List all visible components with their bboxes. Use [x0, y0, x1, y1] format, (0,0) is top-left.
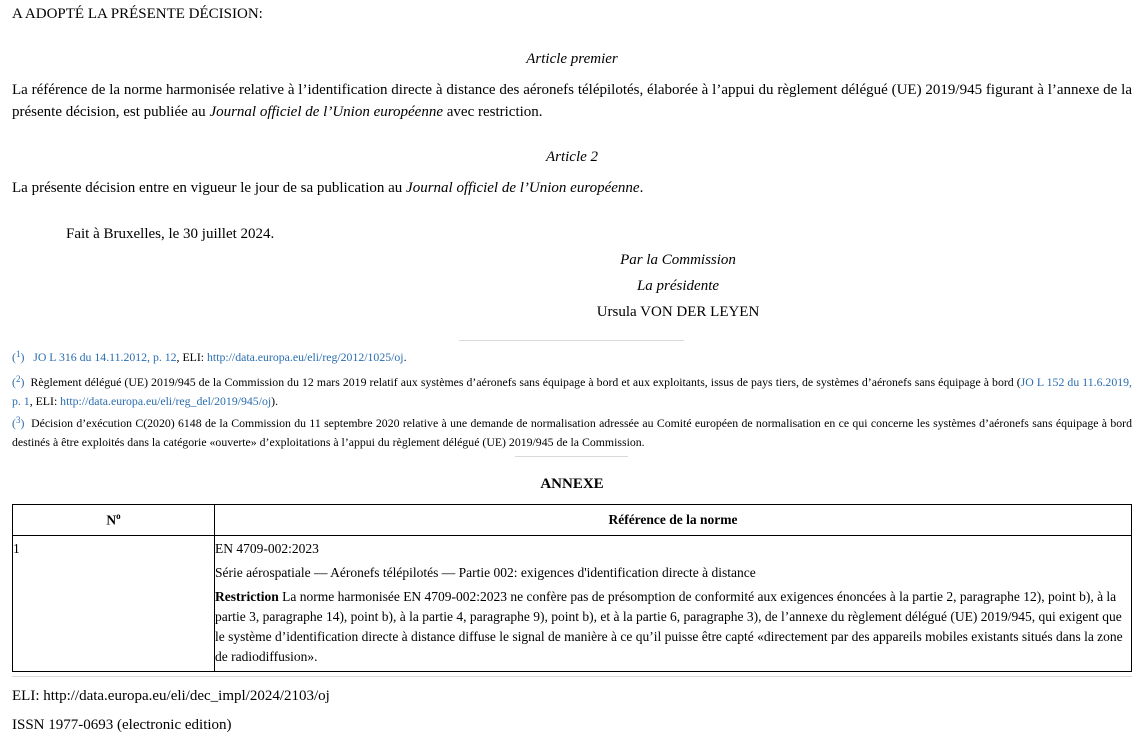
standard-reference: EN 4709-002:2023: [215, 541, 319, 556]
footnote-1: ($^1$) JO L 316 du 14.11.2012, p. 12, ELI: http://data.europa.eu/eli/reg/2012/1025/oj.: [12, 349, 407, 364]
article-1-title: Article premier: [526, 51, 618, 67]
journal-name: Journal officiel de l’Union européenne: [209, 104, 443, 120]
signature-name: Ursula VON DER LEYEN: [596, 304, 760, 320]
row-number: 1: [13, 536, 215, 672]
standard-title: Série aérospatiale — Aéronefs télépilotés — Partie 002: exigences d'identification directe à distance: [215, 565, 756, 580]
restriction-note: Restriction La norme harmonisée EN 4709-002:2023 ne confère pas de présomption de conformité aux exigences énoncées à la partie 2, paragraphe 12), point b), à la partie 3, paragraphe 14), point b), à la partie 4, paragraphe 9), point b), et à la partie 6, paragraphe 3), de l’annexe du règlement délégué (UE) 2019/945, qui exigent que le système d’identification directe à distance diffuse le signal de manière à ce qu’il puisse être capté «directement par des appareils mobiles existants situés dans la zone de radiodiffusion».: [215, 589, 1123, 664]
footnote-2-journal-link[interactable]: JO L 152 du 11.6.2019, p. 1: [12, 375, 1132, 408]
table-header-row: [13, 505, 1132, 536]
separator: [459, 340, 684, 341]
issn-footer: ISSN 1977-0693 (electronic edition): [12, 717, 232, 733]
eli-footer: ELI: http://data.europa.eu/eli/dec_impl/2024/2103/oj: [12, 688, 330, 704]
footnote-3-ref[interactable]: ($^3$): [12, 415, 25, 430]
annex-table: [12, 504, 1132, 672]
footnote-2: ($^2$) Règlement délégué (UE) 2019/945 de la Commission du 12 mars 2019 relatif aux systèmes d’aéronefs sans équipage à bord et aux exploitants, issus de pays tiers, de systèmes d’aéronefs sans équipage à bord (JO L 152 du 11.6.2019, p. 1, ELI: http://data.europa.eu/eli/reg_del/2019/945/oj).: [12, 374, 1132, 408]
signature-role: La présidente: [636, 278, 720, 294]
footnote-2-eli-link[interactable]: http://data.europa.eu/eli/reg_del/2019/945/oj: [60, 394, 272, 408]
footnote-1-ref[interactable]: ($^1$): [12, 349, 25, 364]
annex-title: ANNEXE: [540, 476, 604, 492]
article-2-text: La présente décision entre en vigueur le jour de sa publication au Journal officiel de l’Union européenne.: [12, 180, 644, 196]
row-reference: [215, 536, 1132, 672]
done-at: Fait à Bruxelles, le 30 juillet 2024.: [66, 226, 275, 242]
footnote-1-eli-link[interactable]: http://data.europa.eu/eli/reg/2012/1025/oj: [207, 350, 404, 364]
journal-name: Journal officiel de l’Union européenne: [406, 180, 640, 196]
separator: [12, 676, 1132, 677]
separator: [515, 456, 628, 457]
column-header-number: $N^o$: [13, 505, 215, 536]
footnote-3: ($^3$) Décision d’exécution C(2020) 6148 de la Commission du 11 septembre 2020 relative à une demande de normalisation adressée au Comité européen de normalisation en ce qui concerne les systèmes d’aéronefs sans équipage à bord destinés à être exploités dans la catégorie «ouverte» d’exploitations à l’appui du règlement délégué (UE) 2019/945 de la Commission.: [12, 415, 1132, 449]
footnote-2-ref[interactable]: ($^2$): [12, 374, 25, 389]
article-2-title: Article 2: [545, 149, 599, 165]
column-header-reference: Référence de la norme: [215, 505, 1132, 536]
article-1-text: La référence de la norme harmonisée relative à l’identification directe à distance des aéronefs télépilotés, élaborée à l’appui du règlement délégué (UE) 2019/945 figurant à l’annexe de la présente décision, est publiée au Journal officiel de l’Union européenne avec restriction.: [12, 82, 1132, 120]
adopted-heading: A ADOPTÉ LA PRÉSENTE DÉCISION:: [12, 6, 263, 22]
footnote-1-journal-link[interactable]: JO L 316 du 14.11.2012, p. 12: [33, 350, 177, 364]
signature-by: Par la Commission: [620, 252, 736, 268]
table-row: [13, 536, 1132, 672]
